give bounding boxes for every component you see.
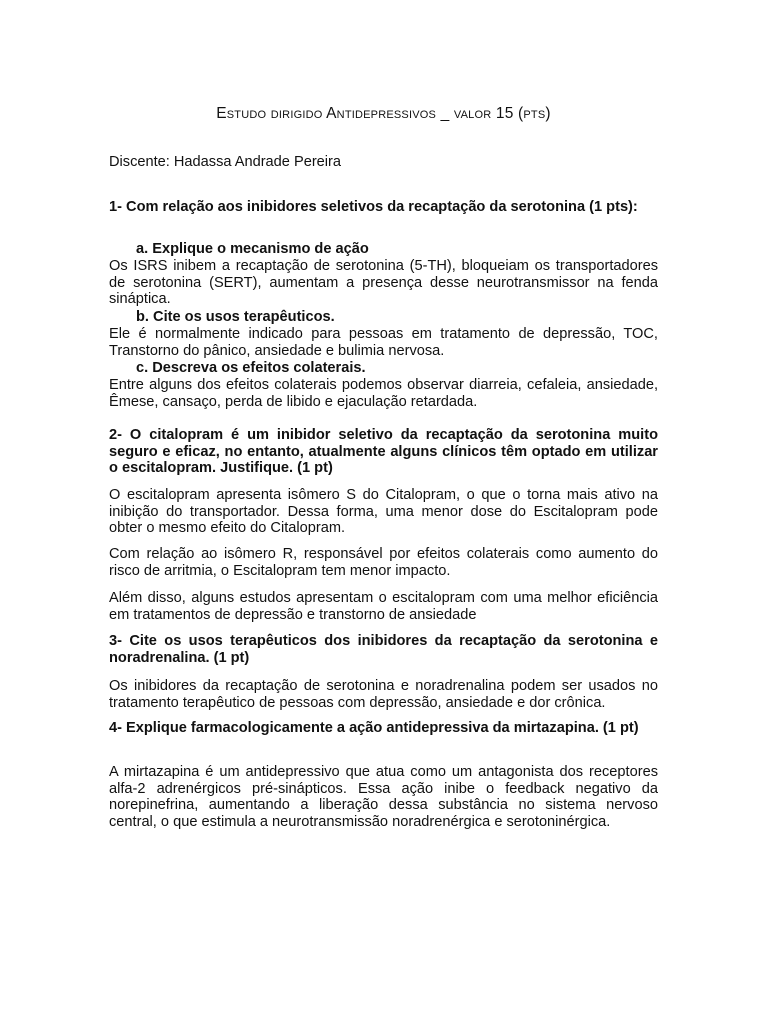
question-1c-answer: Entre alguns dos efeitos colaterais podemos observar diarreia, cefaleia, ansiedade, Êmese, cansaço, perda de libido e ejaculação retardada.: [109, 377, 658, 410]
question-2-paragraph-2: Com relação ao isômero R, responsável por efeitos colaterais como aumento do risco de arritmia, o Escitalopram tem menor impacto.: [109, 546, 658, 579]
question-1: 1- Com relação aos inibidores seletivos da recaptação da serotonina (1 pts):: [109, 199, 638, 215]
question-1a-label: a. Explique o mecanismo de ação: [136, 241, 369, 257]
question-2: 2- O citalopram é um inibidor seletivo da recaptação da serotonina muito seguro e eficaz, no entanto, atualmente alguns clínicos têm optado em utilizar o escitalopram. Justifique. (1 pt): [109, 427, 658, 476]
question-3: 3- Cite os usos terapêuticos dos inibidores da recaptação da serotonina e noradrenalina. (1 pt): [109, 633, 658, 666]
question-1a-answer: Os ISRS inibem a recaptação de serotonina (5-TH), bloqueiam os transportadores de serotonina (SERT), aumentam a presença desse neurotransmissor na fenda sináptica.: [109, 258, 658, 307]
question-4-answer: A mirtazapina é um antidepressivo que atua como um antagonista dos receptores alfa-2 adrenérgicos pré-sinápticos. Essa ação inibe o feedback negativo da norepinefrina, aumentando a liberação dessa substância no sistema nervoso central, o que estimula a neurotransmissão noradrenérgica e serotoninérgica.: [109, 764, 658, 830]
question-3-answer: Os inibidores da recaptação de serotonina e noradrenalina podem ser usados no tratamento terapêutico de pessoas com depressão, ansiedade e dor crônica.: [109, 678, 658, 711]
document-title: Estudo dirigido Antidepressivos _ valor 15 (pts): [216, 105, 551, 122]
question-2-paragraph-1: O escitalopram apresenta isômero S do Citalopram, o que o torna mais ativo na inibição do transportador. Dessa forma, uma menor dose do Escitalopram pode obter o mesmo efeito do Citalopram.: [109, 487, 658, 536]
discente-line: Discente: Hadassa Andrade Pereira: [109, 154, 342, 170]
question-1c-label: c. Descreva os efeitos colaterais.: [136, 360, 366, 376]
question-4: 4- Explique farmacologicamente a ação antidepressiva da mirtazapina. (1 pt): [109, 720, 639, 736]
question-2-paragraph-3: Além disso, alguns estudos apresentam o escitalopram com uma melhor eficiência em tratamentos de depressão e transtorno de ansiedade: [109, 590, 658, 623]
question-1b-label: b. Cite os usos terapêuticos.: [136, 309, 335, 325]
question-1b-answer: Ele é normalmente indicado para pessoas em tratamento de depressão, TOC, Transtorno do pânico, ansiedade e bulimia nervosa.: [109, 326, 658, 359]
